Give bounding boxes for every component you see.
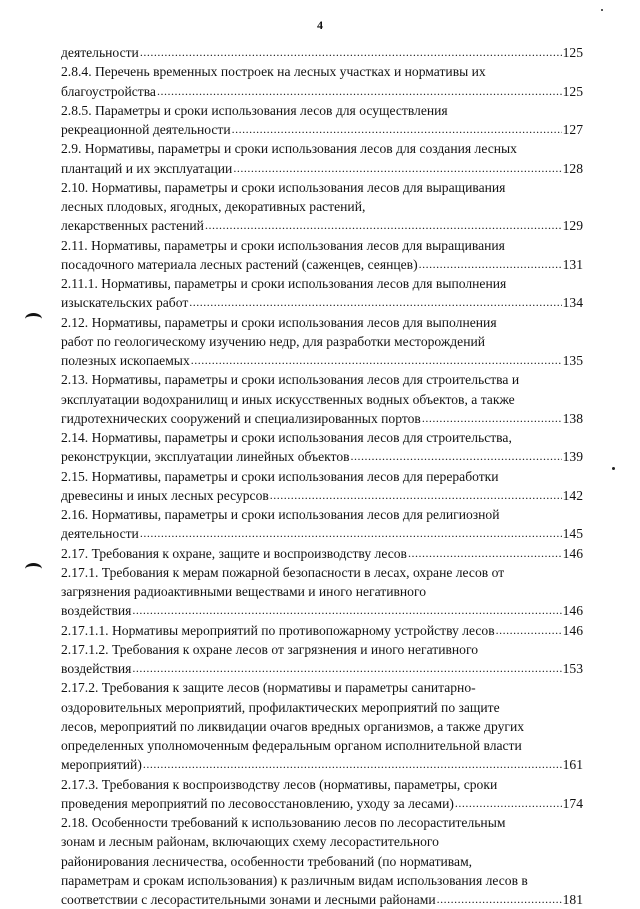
dot-leader xyxy=(157,82,562,101)
toc-entry xyxy=(61,62,583,101)
binding-mark-upper xyxy=(25,313,42,325)
toc-entry xyxy=(61,813,583,909)
toc-entry xyxy=(61,467,583,506)
toc-page-number: 181 xyxy=(562,892,583,907)
toc-entry-text: воздействия xyxy=(61,661,132,676)
toc-page-number: 145 xyxy=(562,526,583,542)
toc-page-number: 138 xyxy=(562,410,583,426)
toc-entry-last-line xyxy=(61,794,583,813)
toc-entry-text: 2.14. Нормативы, параметры и сроки использования лесов для строительства, xyxy=(61,430,512,445)
dot-leader xyxy=(455,794,562,813)
toc-entry-last-line xyxy=(61,216,583,235)
toc-entry-text: 2.16. Нормативы, параметры и сроки использования лесов для религиозной xyxy=(61,507,500,522)
toc-page-number: 146 xyxy=(562,545,583,561)
toc-entry xyxy=(61,236,583,275)
scan-speck xyxy=(612,467,615,470)
dot-leader xyxy=(351,447,562,466)
binding-mark-lower xyxy=(25,563,42,575)
toc-entry-text: районирования лесничества, особенности требований (по нормативам, xyxy=(61,853,473,869)
toc-entry-text: лесных плодовых, ягодных, декоративных растений, xyxy=(61,199,366,214)
toc-entry xyxy=(61,563,583,621)
toc-entry xyxy=(61,505,583,544)
toc-entry-last-line xyxy=(61,82,583,101)
toc-entry-text: реконструкции, эксплуатации линейных объектов xyxy=(61,449,350,465)
toc-page-number: 139 xyxy=(562,449,583,465)
toc-page-number: 146 xyxy=(562,603,583,619)
toc-entry-last-line xyxy=(61,447,583,466)
toc-entry-text: деятельности xyxy=(61,526,139,542)
toc-entry xyxy=(61,43,583,62)
toc-entry-text: эксплуатации водохранилищ и иных искусственных водных объектов, а также xyxy=(61,391,515,407)
toc-entry-text: определенных уполномоченным федеральным органом исполнительной власти xyxy=(61,738,522,753)
toc-entry xyxy=(61,178,583,236)
toc-entry-text: 2.17.2. Требования к защите лесов (нормативы и параметры санитарно- xyxy=(61,680,476,696)
toc-page-number: 125 xyxy=(562,45,583,60)
toc-entry-text: 2.15. Нормативы, параметры и сроки использования лесов для переработки xyxy=(61,468,499,484)
toc-entry xyxy=(61,428,583,467)
toc-entry-text: зонам и лесным районам, включающих схему лесорастительного xyxy=(61,834,439,850)
dot-leader xyxy=(205,216,562,235)
toc-entry-last-line xyxy=(61,659,583,678)
dot-leader xyxy=(140,43,562,62)
toc-entry-last-line xyxy=(61,120,583,139)
toc-page-number: 146 xyxy=(562,622,583,638)
dot-leader xyxy=(419,255,562,274)
toc-entry-text: 2.17. Требования к охране, защите и воспроизводству лесов xyxy=(61,545,407,561)
table-of-contents xyxy=(61,43,583,909)
toc-page-number: 131 xyxy=(562,256,583,272)
toc-entry xyxy=(61,640,583,679)
toc-entry-last-line xyxy=(61,351,583,370)
toc-entry-last-line xyxy=(61,601,583,620)
toc-entry xyxy=(61,274,583,313)
dot-leader xyxy=(189,293,561,312)
toc-entry-text: параметрам и срокам использования) к различным видам использования лесов в xyxy=(61,872,528,888)
dot-leader xyxy=(140,524,562,543)
dot-leader xyxy=(437,890,562,909)
toc-entry-last-line xyxy=(61,544,583,563)
toc-page-number: 135 xyxy=(562,353,583,368)
toc-page-number: 153 xyxy=(562,661,583,676)
toc-entry-text: гидротехнических сооружений и специализированных портов xyxy=(61,410,421,426)
toc-entry-text: 2.9. Нормативы, параметры и сроки использования лесов для создания лесных xyxy=(61,141,517,157)
dot-leader xyxy=(191,351,562,370)
toc-entry xyxy=(61,101,583,140)
toc-page-number: 127 xyxy=(562,122,583,137)
toc-page-number: 174 xyxy=(562,795,583,811)
toc-entry-text: 2.17.1.2. Требования к охране лесов от загрязнения и иного негативного xyxy=(61,641,478,657)
toc-entry-text: 2.17.1. Требования к мерам пожарной безопасности в лесах, охране лесов от xyxy=(61,564,505,580)
toc-entry-text: 2.11. Нормативы, параметры и сроки использования лесов для выращивания xyxy=(61,237,505,253)
dot-leader xyxy=(132,659,561,678)
toc-entry-text: 2.10. Нормативы, параметры и сроки использования лесов для выращивания xyxy=(61,179,506,195)
toc-entry-text: 2.11.1. Нормативы, параметры и сроки использования лесов для выполнения xyxy=(61,276,507,291)
toc-entry-text: 2.8.4. Перечень временных построек на лесных участках и нормативы их xyxy=(61,64,486,80)
toc-entry-last-line xyxy=(61,255,583,274)
toc-entry-text: изыскательских работ xyxy=(61,295,189,311)
toc-entry-last-line xyxy=(61,755,583,774)
toc-entry xyxy=(61,678,583,774)
toc-entry xyxy=(61,370,583,428)
toc-entry xyxy=(61,544,583,563)
toc-entry-text: 2.17.1.1. Нормативы мероприятий по противопожарному устройству лесов xyxy=(61,622,495,638)
toc-entry xyxy=(61,139,583,178)
toc-page-number: 142 xyxy=(562,487,583,503)
toc-entry-text: 2.17.3. Требования к воспроизводству лесов (нормативы, параметры, сроки xyxy=(61,776,498,792)
dot-leader xyxy=(422,409,562,428)
toc-entry-last-line xyxy=(61,890,583,909)
toc-entry-last-line xyxy=(61,159,583,178)
toc-entry-text: деятельности xyxy=(61,45,139,60)
dot-leader xyxy=(496,621,562,640)
page-number: 4 xyxy=(317,18,323,32)
toc-entry-text: 2.13. Нормативы, параметры и сроки использования лесов для строительства и xyxy=(61,372,520,388)
toc-entry-text: лесов, мероприятий по ликвидации очагов вредных организмов, а также других xyxy=(61,718,525,734)
dot-leader xyxy=(270,486,562,505)
toc-page-number: 129 xyxy=(562,218,583,234)
toc-page-number: 134 xyxy=(562,295,583,311)
toc-entry-last-line xyxy=(61,524,583,543)
toc-entry-text: проведения мероприятий по лесовосстановлению, уходу за лесами) xyxy=(61,795,454,811)
toc-entry-last-line xyxy=(61,621,583,640)
toc-entry-text: мероприятий) xyxy=(61,757,142,773)
scan-speck xyxy=(601,9,603,11)
toc-entry-text: плантаций и их эксплуатации xyxy=(61,160,233,176)
toc-entry-text: полезных ископаемых xyxy=(61,353,190,368)
toc-page-number: 128 xyxy=(562,160,583,176)
toc-entry xyxy=(61,621,583,640)
dot-leader xyxy=(143,755,562,774)
dot-leader xyxy=(408,544,562,563)
toc-page-number: 125 xyxy=(562,83,583,99)
toc-entry-text: 2.18. Особенности требований к использованию лесов по лесорастительным xyxy=(61,815,506,830)
toc-page-number: 161 xyxy=(562,757,583,773)
toc-entry-text: работ по геологическому изучению недр, для разработки месторождений xyxy=(61,333,486,349)
toc-entry-text: воздействия xyxy=(61,603,132,619)
toc-entry-text: 2.12. Нормативы, параметры и сроки использования лесов для выполнения xyxy=(61,314,497,330)
dot-leader xyxy=(232,120,562,139)
toc-entry-text: загрязнения радиоактивными веществами и иного негативного xyxy=(61,584,426,599)
toc-entry-text: древесины и иных лесных ресурсов xyxy=(61,487,269,503)
toc-entry-text: соответствии с лесорастительными зонами и лесными районами xyxy=(61,892,436,907)
dot-leader xyxy=(233,159,561,178)
toc-entry-text: благоустройства xyxy=(61,83,156,99)
toc-entry xyxy=(61,313,583,371)
toc-entry-text: оздоровительных мероприятий, профилактических мероприятий по защите xyxy=(61,699,500,715)
dot-leader xyxy=(132,601,561,620)
toc-entry-text: рекреационной деятельности xyxy=(61,122,231,137)
toc-entry-last-line xyxy=(61,409,583,428)
toc-entry-last-line xyxy=(61,293,583,312)
toc-entry-text: посадочного материала лесных растений (саженцев, сеянцев) xyxy=(61,256,418,272)
toc-entry xyxy=(61,775,583,814)
toc-entry-text: лекарственных растений xyxy=(61,218,204,234)
toc-entry-last-line xyxy=(61,486,583,505)
toc-entry-text: 2.8.5. Параметры и сроки использования лесов для осуществления xyxy=(61,102,448,118)
toc-entry-last-line xyxy=(61,43,583,62)
